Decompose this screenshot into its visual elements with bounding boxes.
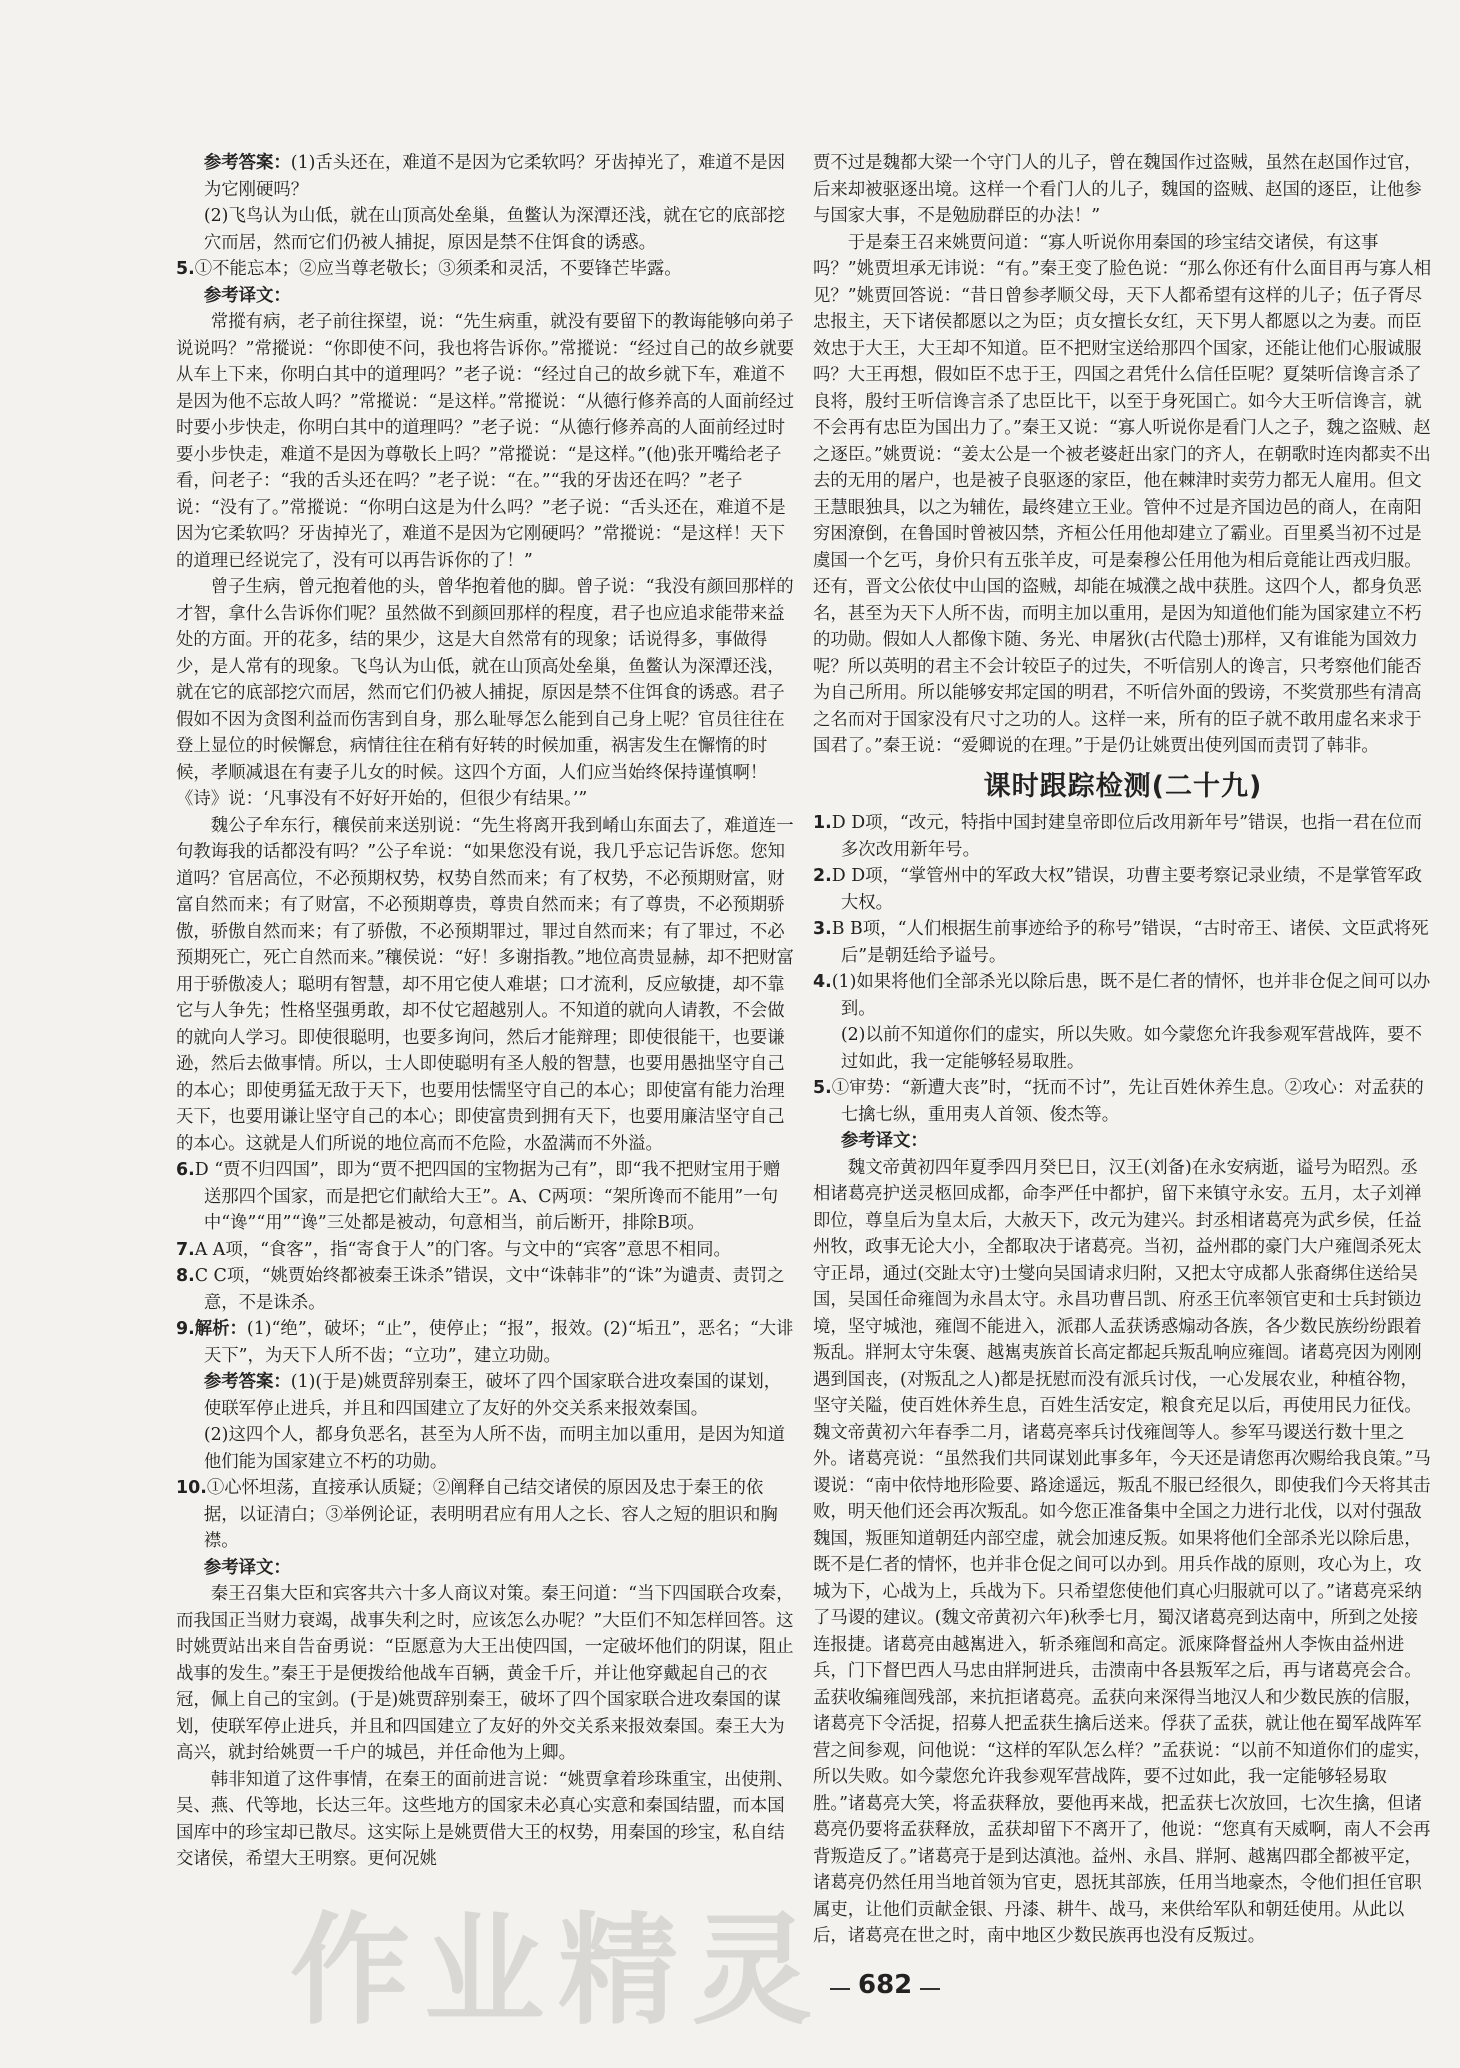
question-text: ①不能忘本；②应当尊老敬长；③须柔和灵活，不要锋芒毕露。 — [194, 259, 682, 279]
question-number: 10. — [176, 1478, 207, 1498]
question-text: (1)“绝”，破坏；“止”，使停止；“报”，报效。(2)“垢丑”，恶名；“大诽天下”，为天下人所不齿；“立功”，建立功勋。 — [203, 1319, 794, 1366]
question-4 — [813, 969, 1433, 1022]
translation-paragraph: 魏公子牟东行，穰侯前来送别说：“先生将离开我到崤山东面去了，难道连一句教诲我的话都没有吗？”公子牟说：“如果您没有说，我几乎忘记告诉您。您知道吗？官居高位，不必预期权势，权势自然而来；有了权势，不必预期财富，财富自然而来；有了财富，不必预期尊贵，尊贵自然而来；有了尊贵，不必预期骄傲，骄傲自然而来；有了骄傲，不必预期罪过，罪过自然而来；有了罪过，不必预期死亡，死亡自然而来。”穰侯说：“好！多谢指教。”地位高贵显赫，却不把财富用于骄傲凌人；聪明有智慧，却不用它使人难堪；口才流利，反应敏捷，却不靠它与人争先；性格坚强勇敢，却不仗它超越别人。不知道的就向人请教，不会做的就向人学习。即使很聪明，也要多询问，然后才能辩理；即使很能干，也要谦逊，然后去做事情。所以，士人即使聪明有圣人般的智慧，也要用愚拙坚守自己的本心；即使勇猛无敌于天下，也要用怯懦坚守自己的本心；即使富有能力治理天下，也要用谦让坚守自己的本心；即使富贵到拥有天下，也要用廉洁坚守自己的本心。这就是人们所说的地位高而不危险，水盈满而不外溢。 — [176, 815, 794, 1154]
question-text: ①审势：“新遭大丧”时，“抚而不讨”，先让百姓休养生息。②攻心：对孟获的七擒七纵，重用夷人首领、俊杰等。 — [831, 1078, 1424, 1125]
question-10 — [176, 1475, 796, 1555]
answer-4-1 — [176, 150, 796, 203]
translation-paragraph: 曾子生病，曾元抱着他的头，曾华抱着他的脚。曾子说：“我没有颜回那样的才智，拿什么告诉你们呢？虽然做不到颜回那样的程度，君子也应追求能带来益处的方面。开的花多，结的果少，这是大自然常有的现象；话说得多，事做得少，是人常有的现象。飞鸟认为山低，就在山顶高处垒巢，鱼鳖认为深潭还浅，就在它的底部挖穴而居，然而它们仍被人捕捉，原因是禁不住饵食的诱惑。君子假如不因为贪图利益而伤害到自身，那么耻辱怎么能到自己身上呢？官员往往在登上显位的时候懈怠，病情往往在稍有好转的时候加重，祸害发生在懈惰的时候，孝顺减退在有妻子儿女的时候。这四个方面，人们应当始终保持谨慎啊！《诗》说：‘凡事没有不好好开始的，但很少有结果。’” — [176, 577, 794, 809]
section-title: 课时跟踪检测(二十九) — [983, 770, 1263, 802]
translation-continued: 贾不过是魏都大梁一个守门人的儿子，曾在魏国作过盗贼，虽然在赵国作过官，后来却被驱逐出境。这样一个看门人的儿子，魏国的盗贼、赵国的逐臣，让他参与国家大事，不是勉励群臣的办法！” — [813, 153, 1422, 226]
question-text: D “贾不归四国”，即为“贾不把四国的宝物据为己有”，即“我不把财宝用于赠送那四个国家，而是把它们献给大王”。A、C两项：“架所谗而不能用”一句中“谗”“用”“谗”三处都是被动，句意相当，前后断开，排除B项。 — [194, 1160, 781, 1233]
question-6 — [176, 1157, 796, 1237]
answer-text: (1)(于是)姚贾辞别秦王，破坏了四个国家联合进攻秦国的谋划，使联军停止进兵，并且和四国建立了友好的外交关系来报效秦国。 — [203, 1372, 782, 1419]
question-text: D D项，“掌管州中的军政大权”错误，功曹主要考察记录业绩，不是掌管军政大权。 — [831, 866, 1423, 913]
translation-label: 参考译文： — [203, 285, 291, 306]
question-1 — [813, 810, 1433, 863]
question-text: A A项，“食客”，指“寄食于人”的门客。与文中的“宾客”意思不相同。 — [194, 1239, 731, 1260]
translation-paragraph: 魏文帝黄初四年夏季四月癸巳日，汉王(刘备)在永安病逝，谥号为昭烈。丞相诸葛亮护送灵柩回成都，命李严任中都护，留下来镇守永安。五月，太子刘禅即位，尊皇后为皇太后，大赦天下，改元为建兴。封丞相诸葛亮为武乡侯，任益州牧，政事无论大小，全都取决于诸葛亮。当初，益州郡的豪门大户雍闿杀死太守正昂，通过(交趾太守)士燮向吴国请求归附，又把太守成都人张裔绑住送给吴国，吴国任命雍闿为永昌太守。永昌功曹吕凯、府丞王伉率领官吏和士兵封锁边境，坚守城池，雍闿不能进入，派郡人孟获诱惑煽动各族，各少数民族纷纷跟着叛乱。牂牁太守朱褒、越嶲夷族首长高定都起兵叛乱响应雍闿。诸葛亮因为刚刚遇到国丧，(对叛乱之人)都是抚慰而没有派兵讨伐，一心发展农业，种植谷物，坚守关隘，使百姓休养生息，百姓生活安定，粮食充足以后，再使用民力征伐。魏文帝黄初六年春季二月，诸葛亮率兵讨伐雍闿等人。参军马谡送行数十里之外。诸葛亮说：“虽然我们共同谋划此事多年，今天还是请您再次赐给我良策。”马谡说：“南中依恃地形险要、路途遥远，叛乱不服已经很久，即使我们今天将其击败，明天他们还会再次叛乱。如今您正准备集中全国之力进行北伐，以对付强敌魏国，叛匪知道朝廷内部空虚，就会加速反叛。如果将他们全部杀光以除后患，既不是仁者的情怀，也并非仓促之间可以办到。用兵作战的原则，攻心为上，攻城为下，心战为上，兵战为下。只希望您使他们真心归服就可以了。”诸葛亮采纳了马谡的建议。(魏文帝黄初六年)秋季七月，蜀汉诸葛亮到达南中，所到之处接连报捷。诸葛亮由越嶲进入，斩杀雍闿和高定。派庲降督益州人李恢由益州进兵，门下督巴西人马忠由牂牁进兵，击溃南中各县叛军之后，再与诸葛亮会合。孟获收编雍闿残部，来抗拒诸葛亮。孟获向来深得当地汉人和少数民族的信服，诸葛亮下令活捉，招募人把孟获生擒后送来。俘获了孟获，就让他在蜀军战阵军营之间参观，问他说：“这样的军队怎么样？”孟获说：“以前不知道你们的虚实，所以失败。如今蒙您允许我参观军营战阵，要不过如此，我一定能够轻易取胜。”诸葛亮大笑，将孟获释放，要他再来战，把孟获七次放回，七次生擒，但诸葛亮仍要将孟获释放，孟获却留下不离开了，他说：“您真有天威啊，南人不会再背叛造反了。”诸葛亮于是到达滇池。益州、永昌、牂牁、越嶲四郡全都被平定，诸葛亮仍然任用当地首领为官吏，恩抚其部族，任用当地豪杰，令他们担任官职属吏，让他们贡献金银、丹漆、耕牛、战马，来供给军队和朝廷使用。从此以后，诸葛亮在世之时，南中地区少数民族再也没有反叛过。 — [813, 1157, 1431, 1946]
question-number: 5. — [176, 259, 195, 279]
translation-paragraph: 常摐有病，老子前往探望，说：“先生病重，就没有要留下的教诲能够向弟子说说吗？”常摐说：“你即使不问，我也将告诉你。”常摐说：“经过自己的故乡就要从车上下来，你明白其中的道理吗？”老子说：“经过自己的故乡就下车，难道不是因为他不忘故人吗？”常摐说：“是这样。”常摐说：“从德行修养高的人面前经过时要小步快走，你明白其中的道理吗？”老子说：“从德行修养高的人面前经过时要小步快走，难道不是因为尊敬长上吗？”常摐说：“是这样。”(他)张开嘴给老子看，问老子：“我的舌头还在吗？”老子说：“在。”“我的牙齿还在吗？”老子说：“没有了。”常摐说：“你明白这是为什么吗？”老子说：“舌头还在，难道不是因为它柔软吗？牙齿掉光了，难道不是因为它刚硬吗？”常摐说：“是这样！天下的道理已经说完了，没有可以再告诉你的了！” — [176, 312, 795, 571]
answer-label: 参考答案： — [203, 1372, 291, 1392]
question-4-part-2: (2)以前不知道你们的虚实，所以失败。如今蒙您允许我参观军营战阵，要不过如此，我一定能够轻易取胜。 — [840, 1025, 1422, 1072]
answer-text: (1)舌头还在，难道不是因为它柔软吗？牙齿掉光了，难道不是因为它刚硬吗？ — [203, 153, 785, 200]
question-number: 7. — [176, 1239, 195, 1260]
question-text: C C项，“姚贾始终都被秦王诛杀”错误，文中“诛韩非”的“诛”为谴责、责罚之意，不是诛杀。 — [194, 1266, 785, 1313]
answer-label: 参考答案： — [203, 153, 291, 173]
question-7 — [176, 1237, 796, 1264]
answer-9-1 — [176, 1369, 796, 1422]
question-2 — [813, 863, 1433, 916]
question-5 — [176, 256, 796, 283]
translation-label: 参考译文： — [203, 1557, 291, 1578]
question-text: D D项，“改元，特指中国封建皇帝即位后改用新年号”错误，也指一君在位而多次改用新年号。 — [831, 813, 1423, 860]
translation-label: 参考译文： — [840, 1131, 928, 1151]
question-text: (1)如果将他们全部杀光以除后患，既不是仁者的情怀，也并非仓促之间可以办到。 — [831, 972, 1431, 1019]
analysis-label: 解析： — [194, 1319, 247, 1339]
question-3 — [813, 916, 1433, 969]
question-number: 4. — [813, 972, 832, 992]
question-number: 1. — [813, 813, 832, 833]
translation-paragraph: 于是秦王召来姚贾问道：“寡人听说你用秦国的珍宝结交诸侯，有这事吗？”姚贾坦承无讳说：“有。”秦王变了脸色说：“那么你还有什么面目再与寡人相见？”姚贾回答说：“昔日曾参孝顺父母，天下人都希望有这样的儿子；伍子胥尽忠报主，天下诸侯都愿以之为臣；贞女擅长女红，天下男人都愿以之为妻。而臣效忠于大王，大王却不知道。臣不把财宝送给那四个国家，还能让他们心服诚服吗？大王再想，假如臣不忠于王，四国之君凭什么信任臣呢？夏桀听信谗言杀了良将，殷纣王听信谗言杀了忠臣比干，以至于身死国亡。如今大王听信谗言，就不会再有忠臣为国出力了。”秦王又说：“寡人听说你是看门人之子，魏之盗贼、赵之逐臣。”姚贾说：“姜太公是一个被老婆赶出家门的齐人，在朝歌时连肉都卖不出去的无用的屠户，也是被子良驱逐的家臣，他在棘津时卖劳力都无人雇用。但文王慧眼独具，以之为辅佐，最终建立王业。管仲不过是齐国边邑的商人，在南阳穷困潦倒，在鲁国时曾被囚禁，齐桓公任用他却建立了霸业。百里奚当初不过是虞国一个乞丐，身价只有五张羊皮，可是秦穆公任用他为相后竟能让西戎归服。还有，晋文公依仗中山国的盗贼，却能在城濮之战中获胜。这四个人，都身负恶名，甚至为天下人所不齿，而明主加以重用，是因为知道他们能为国家建立不朽的功勋。假如人人都像卞随、务光、申屠狄(古代隐士)那样，又有谁能为国效力呢？所以英明的君主不会计较臣子的过失，不听信别人的谗言，只考察他们能否为自己所用。所以能够安邦定国的明君，不听信外面的毁谤，不奖赏那些有清高之名而对于国家没有尺寸之功的人。这样一来，所有的臣子就不敢用虚名来求于国君了。”秦王说：“爱卿说的在理。”于是仍让姚贾出使列国而责罚了韩非。 — [813, 232, 1432, 756]
translation-paragraph: 秦王召集大臣和宾客共六十多人商议对策。秦王问道：“当下四国联合攻秦，而我国正当财力衰竭，战事失利之时，应该怎么办呢？”大臣们不知怎样回答。这时姚贾站出来自告奋勇说：“臣愿意为大王出使四国，一定破坏他们的阴谋，阻止战事的发生。”秦王于是便拨给他战车百辆，黄金千斤，并让他穿戴起自己的衣冠，佩上自己的宝剑。(于是)姚贾辞别秦王，破坏了四个国家联合进攻秦国的谋划，使联军停止进兵，并且和四国建立了友好的外交关系来报效秦国。秦王大为高兴，就封给姚贾一千户的城邑，并任命他为上卿。 — [176, 1584, 794, 1763]
answer-4-2: (2)飞鸟认为山低，就在山顶高处垒巢，鱼鳖认为深潭还浅，就在它的底部挖穴而居，然而它们仍被人捕捉，原因是禁不住饵食的诱惑。 — [203, 206, 785, 253]
question-text: ①心怀坦荡，直接承认质疑；②阐释自己结交诸侯的原因及忠于秦王的依据，以证清白；③举例论证，表明明君应有用人之长、容人之短的胆识和胸襟。 — [203, 1478, 778, 1551]
question-number: 8. — [176, 1266, 195, 1286]
answer-9-2: (2)这四个人，都身负恶名，甚至为人所不齿，而明主加以重用，是因为知道他们能为国家建立不朽的功勋。 — [203, 1425, 785, 1472]
question-number: 3. — [813, 919, 832, 939]
question-number: 2. — [813, 866, 832, 886]
question-number: 9. — [176, 1319, 195, 1339]
page-number: 682 — [858, 1970, 913, 2000]
question-5 — [813, 1075, 1433, 1128]
watermark: 作业精灵 — [290, 1902, 826, 2041]
right-column — [813, 150, 1433, 1950]
question-number: 5. — [813, 1078, 832, 1098]
translation-paragraph: 韩非知道了这件事情，在秦王的面前进言说：“姚贾拿着珍珠重宝，出使荆、吴、燕、代等地，长达三年。这些地方的国家未必真心实意和秦国结盟，而本国国库中的珍宝却已散尽。这实际上是姚贾借大王的权势，用秦国的珍宝，私自结交诸侯，希望大王明察。更何况姚 — [176, 1769, 794, 1869]
left-column — [176, 150, 796, 1873]
question-9 — [176, 1316, 796, 1369]
question-number: 6. — [176, 1160, 195, 1180]
question-8 — [176, 1263, 796, 1316]
question-text: B B项，“人们根据生前事迹给予的称号”错误，“古时帝王、诸侯、文臣武将死后”是朝廷给予谥号。 — [831, 919, 1429, 966]
